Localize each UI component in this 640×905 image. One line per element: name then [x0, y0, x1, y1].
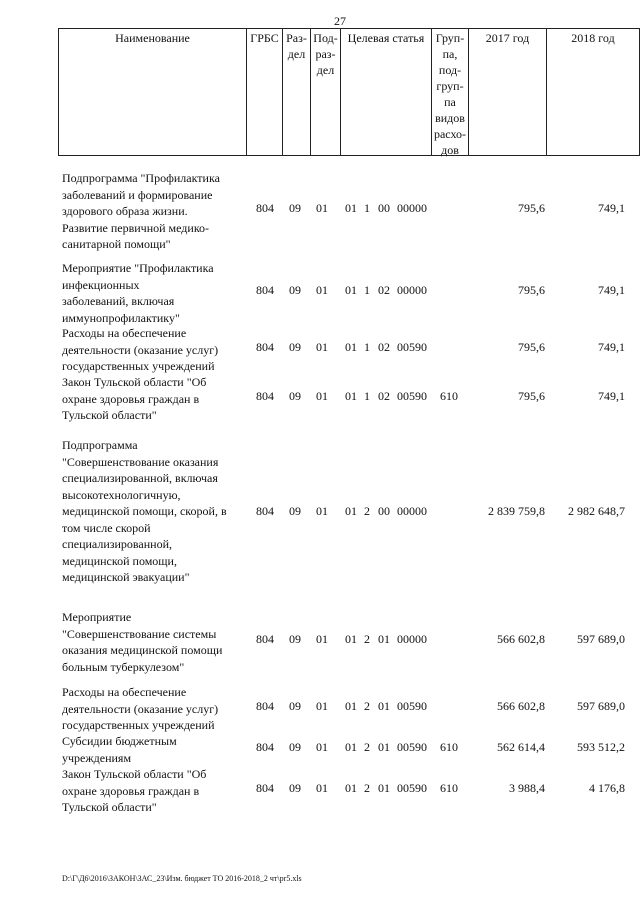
cell-grbs: 804	[256, 632, 274, 646]
row-name	[62, 374, 252, 424]
row-name-line: Мероприятие	[62, 610, 132, 624]
cell-article-event: 02	[378, 340, 390, 354]
row-name-line: медицинской помощи,	[62, 553, 177, 568]
header-group-line: под-	[438, 63, 462, 77]
row-name-line: деятельности (оказание услуг)	[62, 701, 219, 716]
header-podrazdel-line: дел	[316, 63, 335, 77]
cell-article-event: 01	[378, 781, 390, 795]
cell-article-program: 01	[345, 340, 357, 354]
row-name-line: том числе скорой	[62, 520, 151, 535]
cell-razdel: 09	[289, 740, 301, 754]
row-name-line: больным туберкулезом"	[62, 659, 185, 674]
cell-2017: 566 602,8	[497, 699, 545, 713]
row-name	[62, 260, 252, 326]
row-name-line: "Совершенствование оказания	[62, 454, 219, 469]
cell-razdel: 09	[289, 283, 301, 297]
cell-article-direction: 00000	[397, 201, 427, 215]
row-name-line: медицинской эвакуации"	[62, 570, 190, 584]
row-name	[62, 733, 252, 766]
cell-podrazdel: 01	[316, 283, 328, 297]
cell-grbs: 804	[256, 781, 274, 795]
cell-razdel: 09	[289, 699, 301, 713]
row-name-line: Закон Тульской области "Об	[62, 375, 207, 389]
row-name-line: государственных учреждений	[62, 718, 215, 732]
cell-2017: 795,6	[518, 201, 545, 215]
cell-podrazdel: 01	[316, 201, 328, 215]
cell-article-direction: 00590	[397, 389, 427, 403]
row-name-line: учреждениям	[62, 750, 132, 765]
cell-2017: 2 839 759,8	[488, 504, 545, 518]
cell-2017: 795,6	[518, 340, 545, 354]
cell-podrazdel: 01	[316, 340, 328, 354]
cell-article-event: 01	[378, 632, 390, 646]
header-target-article: Целевая статья	[341, 29, 432, 155]
header-podrazdel-line: раз-	[315, 47, 336, 61]
cell-article-program: 01	[345, 699, 357, 713]
row-name-line: специализированной, включая	[62, 471, 218, 485]
cell-article-event: 02	[378, 389, 390, 403]
row-name-line: Развитие первичной медико-	[62, 220, 210, 235]
header-podrazdel	[311, 29, 341, 155]
row-name-line: санитарной помощи"	[62, 237, 171, 251]
cell-podrazdel: 01	[316, 632, 328, 646]
header-group-line: па	[444, 95, 456, 109]
cell-article-subprogram: 2	[364, 699, 370, 713]
cell-article-event: 02	[378, 283, 390, 297]
row-name-line: Тульской области"	[62, 800, 157, 814]
row-name	[62, 325, 252, 375]
header-razdel-line: дел	[287, 47, 306, 61]
cell-article-program: 01	[345, 632, 357, 646]
cell-article-event: 01	[378, 740, 390, 754]
row-name-line: государственных учреждений	[62, 359, 215, 373]
header-2018: 2018 год	[571, 31, 615, 45]
header-group-line: дов	[441, 143, 459, 157]
cell-2017: 566 602,8	[497, 632, 545, 646]
cell-grbs: 804	[256, 740, 274, 754]
file-path-footer: D:\Г\Д6\2016\ЗАКОН\ЗАС_23\Изм. бюджет ТО 2016-2018_2 чт\pr5.xls	[62, 874, 302, 883]
row-name-line: высокотехнологичную,	[62, 487, 181, 502]
row-name-line: охране здоровья граждан в	[62, 783, 200, 798]
cell-razdel: 09	[289, 632, 301, 646]
cell-article-program: 01	[345, 283, 357, 297]
cell-2017: 795,6	[518, 283, 545, 297]
cell-grbs: 804	[256, 389, 274, 403]
row-name	[62, 766, 252, 816]
cell-article-program: 01	[345, 504, 357, 518]
cell-podrazdel: 01	[316, 504, 328, 518]
cell-razdel: 09	[289, 201, 301, 215]
cell-article-subprogram: 1	[364, 340, 370, 354]
row-name	[62, 170, 252, 253]
header-group-line: па,	[442, 47, 458, 61]
header-2017: 2017 год	[469, 29, 547, 155]
cell-expense-group: 610	[440, 389, 458, 403]
cell-2018: 597 689,0	[577, 699, 625, 713]
row-name-line: Подпрограмма	[62, 438, 138, 452]
cell-grbs: 804	[256, 504, 274, 518]
cell-grbs: 804	[256, 201, 274, 215]
cell-2018: 2 982 648,7	[568, 504, 625, 518]
cell-2018: 749,1	[598, 340, 625, 354]
cell-podrazdel: 01	[316, 699, 328, 713]
cell-article-event: 01	[378, 699, 390, 713]
cell-article-subprogram: 2	[364, 740, 370, 754]
header-name: Наименование	[59, 29, 247, 155]
row-name-line: "Совершенствование системы	[62, 626, 217, 641]
header-expense-group	[432, 29, 469, 155]
cell-2018: 749,1	[598, 389, 625, 403]
cell-razdel: 09	[289, 504, 301, 518]
row-name-line: охране здоровья граждан в	[62, 391, 200, 406]
cell-article-direction: 00000	[397, 283, 427, 297]
cell-grbs: 804	[256, 283, 274, 297]
header-razdel	[283, 29, 311, 155]
cell-article-program: 01	[345, 740, 357, 754]
row-name-line: деятельности (оказание услуг)	[62, 342, 219, 357]
row-name-line: Субсидии бюджетным	[62, 734, 177, 748]
row-name-line: Подпрограмма "Профилактика	[62, 171, 220, 185]
row-name-line: инфекционных	[62, 277, 140, 292]
cell-article-subprogram: 2	[364, 632, 370, 646]
header-group-line: груп-	[436, 79, 464, 93]
row-name	[62, 437, 252, 586]
cell-razdel: 09	[289, 340, 301, 354]
row-name-line: Расходы на обеспечение	[62, 685, 187, 699]
header-grbs: ГРБС	[247, 29, 283, 155]
header-podrazdel-line: Под-	[313, 31, 338, 45]
header-group-line: видов	[435, 111, 465, 125]
row-name-line: медицинской помощи, скорой, в	[62, 504, 227, 518]
cell-razdel: 09	[289, 781, 301, 795]
cell-expense-group: 610	[440, 740, 458, 754]
cell-article-event: 00	[378, 201, 390, 215]
cell-article-direction: 00590	[397, 699, 427, 713]
cell-article-direction: 00590	[397, 740, 427, 754]
cell-article-program: 01	[345, 389, 357, 403]
row-name-line: заболеваний и формирование	[62, 187, 213, 202]
cell-article-program: 01	[345, 201, 357, 215]
cell-article-program: 01	[345, 781, 357, 795]
cell-article-direction: 00590	[397, 781, 427, 795]
cell-grbs: 804	[256, 340, 274, 354]
row-name-line: здорового образа жизни.	[62, 204, 188, 218]
cell-article-subprogram: 1	[364, 283, 370, 297]
row-name-line: оказания медицинской помощи	[62, 643, 223, 657]
header-razdel-line: Раз-	[286, 31, 307, 45]
row-name-line: Закон Тульской области "Об	[62, 767, 207, 781]
row-name-line: специализированной,	[62, 537, 173, 551]
header-group-line: Груп-	[435, 31, 465, 45]
cell-razdel: 09	[289, 389, 301, 403]
page-number: 27	[334, 14, 346, 28]
cell-article-direction: 00000	[397, 504, 427, 518]
row-name	[62, 609, 252, 675]
row-name-line: иммунопрофилактику"	[62, 310, 180, 325]
cell-grbs: 804	[256, 699, 274, 713]
row-name-line: Тульской области"	[62, 408, 157, 422]
cell-podrazdel: 01	[316, 389, 328, 403]
cell-article-subprogram: 2	[364, 781, 370, 795]
cell-article-subprogram: 1	[364, 389, 370, 403]
cell-2017: 795,6	[518, 389, 545, 403]
cell-2018: 4 176,8	[589, 781, 625, 795]
cell-expense-group: 610	[440, 781, 458, 795]
cell-article-subprogram: 2	[364, 504, 370, 518]
cell-2017: 3 988,4	[509, 781, 545, 795]
row-name-line: заболеваний, включая	[62, 294, 175, 308]
cell-podrazdel: 01	[316, 740, 328, 754]
cell-2018: 593 512,2	[577, 740, 625, 754]
row-name-line: Расходы на обеспечение	[62, 326, 187, 340]
header-group-line: расхо-	[433, 127, 467, 141]
cell-2018: 597 689,0	[577, 632, 625, 646]
row-name	[62, 684, 252, 734]
cell-podrazdel: 01	[316, 781, 328, 795]
cell-article-subprogram: 1	[364, 201, 370, 215]
cell-article-direction: 00590	[397, 340, 427, 354]
cell-2018: 749,1	[598, 283, 625, 297]
cell-2018: 749,1	[598, 201, 625, 215]
cell-article-event: 00	[378, 504, 390, 518]
row-name-line: Мероприятие "Профилактика	[62, 261, 214, 275]
cell-2017: 562 614,4	[497, 740, 545, 754]
cell-article-direction: 00000	[397, 632, 427, 646]
table-header	[58, 28, 640, 156]
